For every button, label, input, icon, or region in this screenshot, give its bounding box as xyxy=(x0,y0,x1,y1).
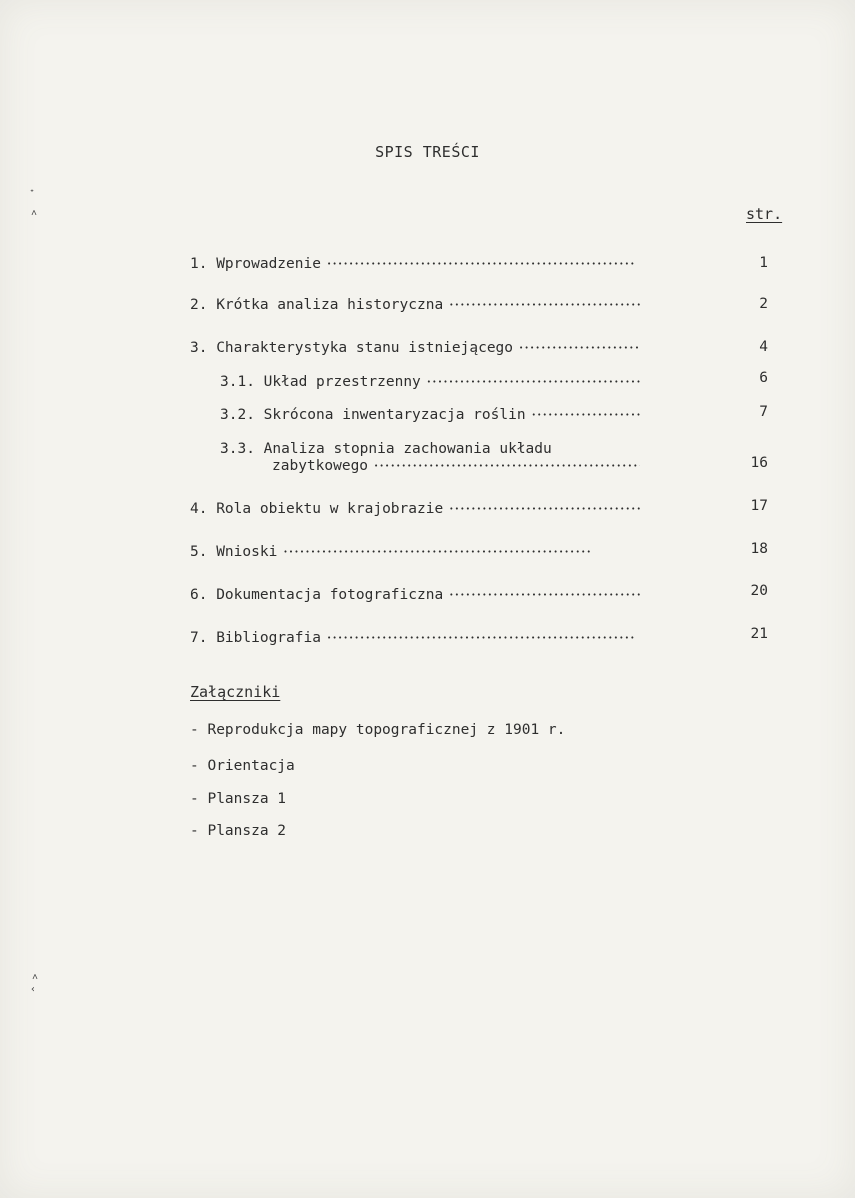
toc-entry-first-line xyxy=(220,441,552,457)
margin-mark: ˄ xyxy=(32,972,39,983)
toc-label: Dokumentacja fotograficzna xyxy=(216,587,444,603)
toc-entry xyxy=(272,458,640,474)
toc-number: 3.2. xyxy=(220,407,255,423)
leader-dots xyxy=(283,544,640,560)
attachment-item: - Plansza 2 xyxy=(190,823,287,839)
toc-label: Wprowadzenie xyxy=(216,256,321,272)
toc-number: 3.3. xyxy=(220,441,255,457)
toc-entry xyxy=(190,544,640,560)
toc-entry xyxy=(220,374,640,390)
toc-label: Skrócona inwentaryzacja roślin xyxy=(263,407,526,423)
toc-number: 3. xyxy=(190,340,208,356)
leader-dots xyxy=(449,297,640,313)
toc-number: 5. xyxy=(190,544,208,560)
toc-number: 7. xyxy=(190,630,208,646)
toc-label: Układ przestrzenny xyxy=(263,374,421,390)
leader-dots xyxy=(327,630,640,646)
attachment-item: - Plansza 1 xyxy=(190,791,287,807)
toc-label: Krótka analiza historyczna xyxy=(216,297,444,313)
toc-page-number: 16 xyxy=(750,455,768,471)
toc-entry xyxy=(190,630,640,646)
leader-dots xyxy=(449,501,640,517)
toc-entry xyxy=(220,407,640,423)
toc-page-number: 21 xyxy=(750,626,768,642)
toc-page-number: 7 xyxy=(759,404,768,420)
page-column-header: str. xyxy=(746,205,783,223)
toc-label: Rola obiektu w krajobrazie xyxy=(216,501,444,517)
leader-dots xyxy=(532,407,640,423)
toc-page-number: 2 xyxy=(759,296,768,312)
toc-number: 2. xyxy=(190,297,208,313)
toc-page-number: 1 xyxy=(759,255,768,271)
toc-number: 1. xyxy=(190,256,208,272)
toc-entry xyxy=(190,256,640,272)
toc-number: 3.1. xyxy=(220,374,255,390)
toc-number: 4. xyxy=(190,501,208,517)
toc-label-continued: zabytkowego xyxy=(272,458,369,474)
toc-entry xyxy=(190,340,640,356)
toc-page-number: 4 xyxy=(759,339,768,355)
toc-entry xyxy=(190,501,640,517)
leader-dots xyxy=(519,340,640,356)
toc-label: Analiza stopnia zachowania układu xyxy=(263,441,552,457)
toc-label: Bibliografia xyxy=(216,630,321,646)
leader-dots xyxy=(427,374,640,390)
attachment-item: - Reprodukcja mapy topograficznej z 1901 r. xyxy=(190,722,566,738)
margin-mark: ᐩ xyxy=(30,188,34,199)
margin-mark: ‹ xyxy=(30,984,37,995)
attachments-heading: Załączniki xyxy=(190,683,281,701)
toc-label: Wnioski xyxy=(216,544,278,560)
toc-page-number: 18 xyxy=(750,541,768,557)
toc-page-number: 17 xyxy=(750,498,768,514)
margin-mark: ˄ xyxy=(31,208,38,219)
leader-dots xyxy=(449,587,640,603)
toc-page-number: 20 xyxy=(750,583,768,599)
toc-label: Charakterystyka stanu istniejącego xyxy=(216,340,514,356)
leader-dots xyxy=(327,256,640,272)
toc-entry xyxy=(190,587,640,603)
page-title: SPIS TREŚCI xyxy=(375,143,480,161)
leader-dots xyxy=(374,458,640,474)
toc-number: 6. xyxy=(190,587,208,603)
attachment-item: - Orientacja xyxy=(190,758,295,774)
toc-entry xyxy=(190,297,640,313)
toc-page-number: 6 xyxy=(759,370,768,386)
